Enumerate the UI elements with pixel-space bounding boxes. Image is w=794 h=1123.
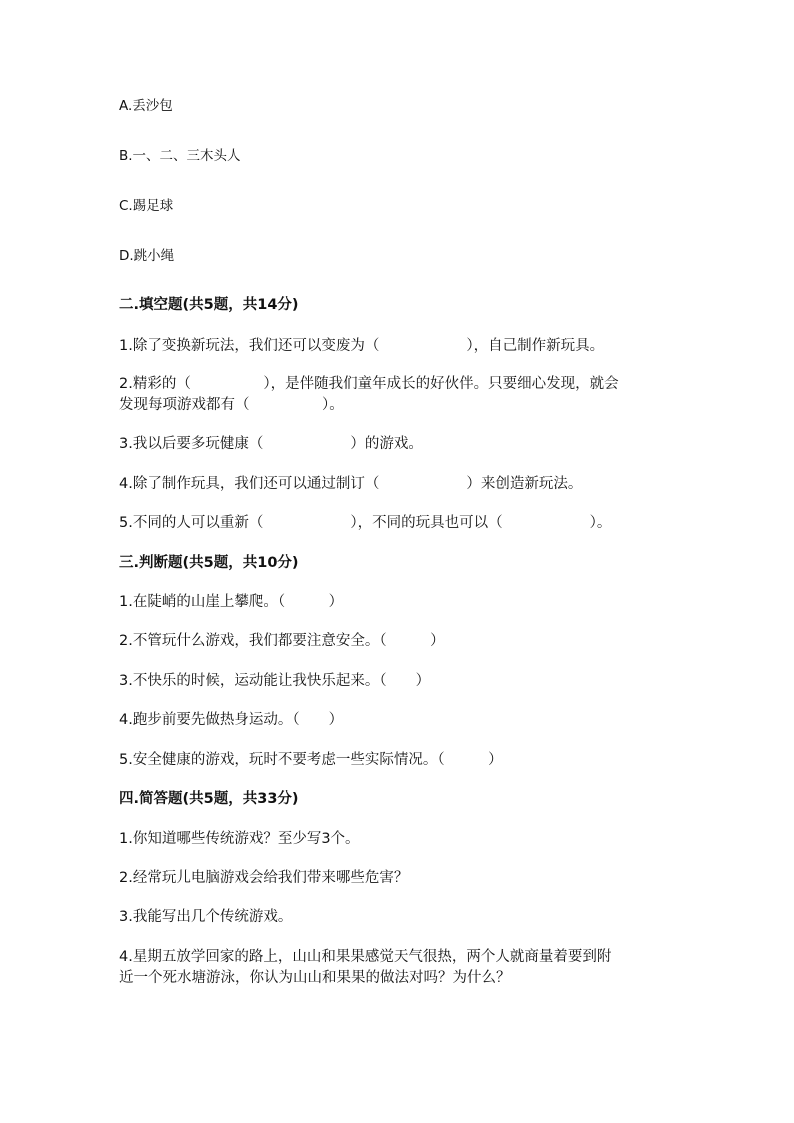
question-line: 4.星期五放学回家的路上，山山和果果感觉天气很热，两个人就商量着要到附 [119,949,612,965]
option-b: B.一、二、三木头人 [119,148,241,164]
section-heading-fill-blank: 二.填空题(共5题，共14分) [119,297,299,313]
question-line: 近一个死水塘游泳，你认为山山和果果的做法对吗？为什么？ [119,970,511,986]
question-line: 3.我能写出几个传统游戏。 [119,909,293,925]
question-line: 1.除了变换新玩法，我们还可以变废为（ ），自己制作新玩具。 [119,338,605,354]
question-line: 3.我以后要多玩健康（ ）的游戏。 [119,436,423,452]
question-line: 2.经常玩儿电脑游戏会给我们带来哪些危害？ [119,870,409,886]
question-line: 1.在陡峭的山崖上攀爬。（ ） [119,594,344,610]
question-line: 5.安全健康的游戏，玩时不要考虑一些实际情况。（ ） [119,752,503,768]
question-line: 3.不快乐的时候，运动能让我快乐起来。（ ） [119,673,431,689]
option-d: D.跳小绳 [119,248,175,264]
option-a: A.丢沙包 [119,98,173,114]
question-line: 发现每项游戏都有（ ）。 [119,397,344,413]
question-line: 1.你知道哪些传统游戏？至少写3个。 [119,831,360,847]
option-c: C.踢足球 [119,198,174,214]
question-line: 4.跑步前要先做热身运动。（ ） [119,712,344,728]
section-heading-short-answer: 四.简答题(共5题，共33分) [119,791,299,807]
question-line: 5.不同的人可以重新（ ），不同的玩具也可以（ ）。 [119,515,612,531]
question-line: 4.除了制作玩具，我们还可以通过制订（ ）来创造新玩法。 [119,476,583,492]
question-line: 2.精彩的（ ），是伴随我们童年成长的好伙伴。只要细心发现，就会 [119,376,619,392]
question-line: 2.不管玩什么游戏，我们都要注意安全。（ ） [119,633,445,649]
section-heading-true-false: 三.判断题(共5题，共10分) [119,555,299,571]
